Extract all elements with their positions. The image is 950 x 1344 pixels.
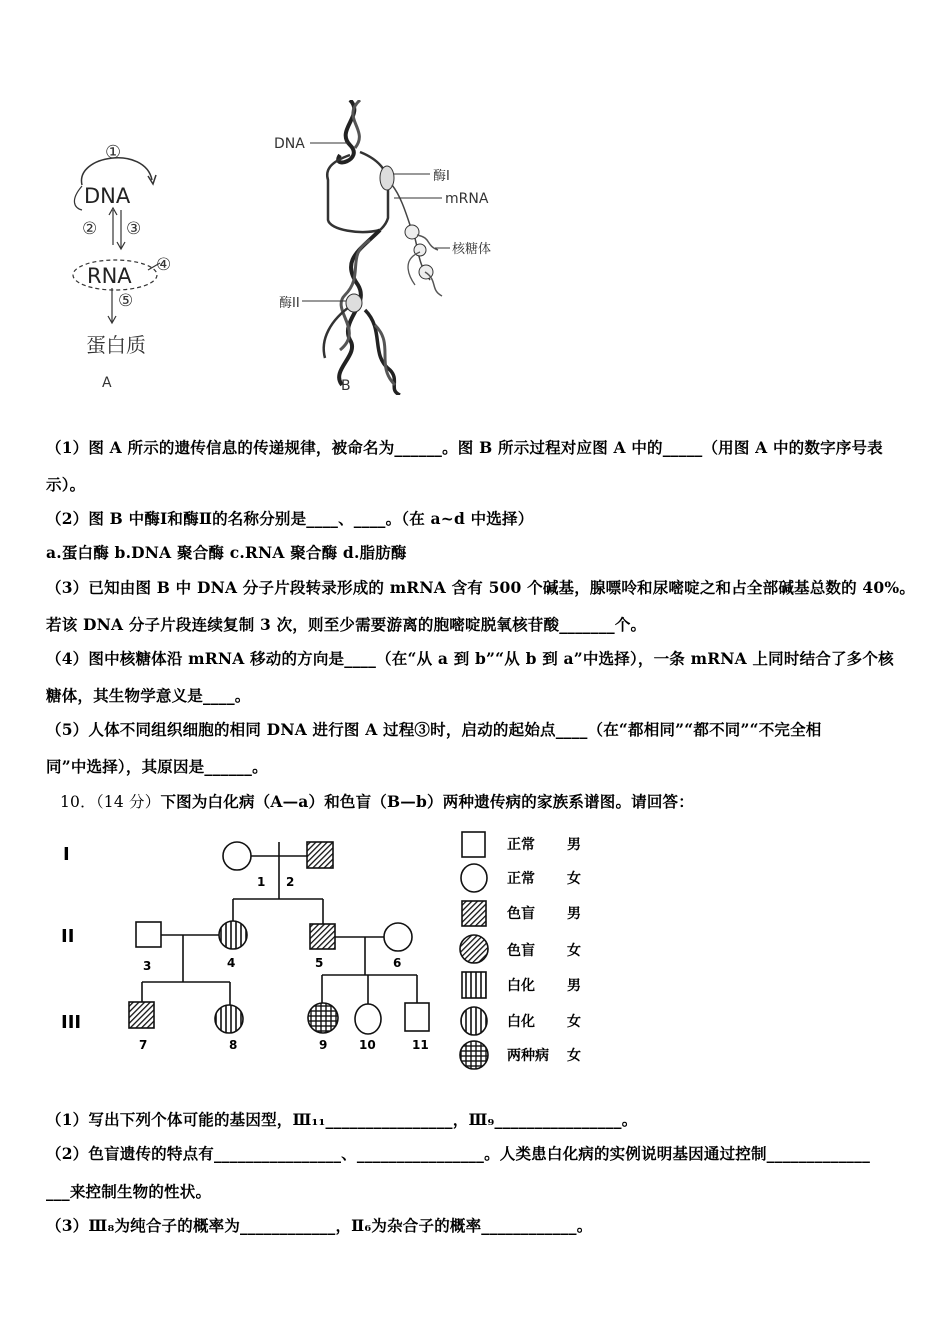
label-i4: 4 bbox=[227, 956, 236, 970]
individual-9 bbox=[308, 1003, 338, 1033]
legend-text: 白化 bbox=[507, 978, 535, 994]
ribosome-label: 核糖体 bbox=[452, 242, 492, 257]
individual-7 bbox=[129, 1002, 154, 1028]
individual-4 bbox=[219, 921, 247, 949]
legend-text: 男 bbox=[567, 837, 581, 853]
label-3: ③ bbox=[126, 219, 142, 239]
legend-normal-male-symbol bbox=[462, 832, 485, 857]
q10-line-2: （2）色盲遗传的特点有________________、________________。人类患白化病的实例说明基因通过控制_____________ bbox=[46, 1144, 871, 1163]
mrna-label: mRNA bbox=[445, 191, 489, 207]
label-i3: 3 bbox=[143, 959, 152, 973]
figure-a bbox=[60, 130, 200, 395]
legend-albino-male-symbol bbox=[462, 972, 486, 998]
label-1: ① bbox=[105, 142, 122, 163]
generation-3-label: III bbox=[61, 1012, 82, 1033]
q10-stem bbox=[60, 790, 694, 812]
protein-label: 蛋白质 bbox=[86, 333, 146, 357]
q9-line-8: 糖体，其生物学意义是____。 bbox=[46, 686, 251, 705]
q10-score: （14 分） bbox=[95, 793, 161, 811]
legend-text: 女 bbox=[567, 1048, 581, 1064]
label-5: ⑤ bbox=[118, 291, 134, 311]
individual-6 bbox=[384, 923, 412, 951]
legend-normal-female-symbol bbox=[461, 864, 487, 892]
legend-text: 女 bbox=[567, 1014, 581, 1030]
legend-colorblind-female-symbol bbox=[460, 935, 488, 963]
label-i7: 7 bbox=[139, 1038, 148, 1052]
rna-label: RNA bbox=[87, 264, 132, 288]
q10-number: 10． bbox=[60, 793, 96, 811]
generation-1-label: I bbox=[63, 844, 70, 865]
enzyme-2 bbox=[346, 294, 362, 312]
legend-text: 男 bbox=[567, 978, 581, 994]
pedigree-chart bbox=[55, 825, 595, 1080]
ribosome bbox=[405, 225, 419, 239]
label-i9: 9 bbox=[319, 1038, 328, 1052]
label-i6: 6 bbox=[393, 956, 402, 970]
individual-3 bbox=[136, 922, 161, 947]
figure-a-caption: A bbox=[102, 375, 112, 391]
dna-label-b: DNA bbox=[274, 136, 305, 152]
q9-line-1: （1）图 A 所示的遗传信息的传递规律，被命名为______。图 B 所示过程对应图 A 中的_____（用图 A 中的数字序号表 bbox=[46, 438, 883, 457]
figure-b-caption: B bbox=[341, 378, 351, 394]
dna-helix-top bbox=[338, 100, 354, 162]
q10-line-3: ___来控制生物的性状。 bbox=[46, 1182, 212, 1201]
label-i1: 1 bbox=[257, 875, 266, 889]
individual-8 bbox=[215, 1005, 243, 1033]
label-i5: 5 bbox=[315, 956, 324, 970]
individual-10 bbox=[355, 1004, 381, 1034]
legend-text: 色盲 bbox=[507, 906, 535, 922]
q10-line-1: （1）写出下列个体可能的基因型，Ⅲ₁₁________________，Ⅲ₉________________。 bbox=[46, 1110, 638, 1129]
label-i2: 2 bbox=[286, 875, 295, 889]
q9-line-6: 若该 DNA 分子片段连续复制 3 次，则至少需要游离的胞嘧啶脱氧核苷酸_______个。 bbox=[46, 615, 647, 634]
q10-line-4: （3）Ⅲ₈为纯合子的概率为____________，Ⅱ₆为杂合子的概率____________。 bbox=[46, 1216, 593, 1235]
legend-text: 两种病 bbox=[507, 1048, 549, 1064]
legend-both-female-symbol bbox=[460, 1041, 488, 1069]
enzyme-1-label: 酶I bbox=[433, 169, 450, 184]
legend-text: 女 bbox=[567, 871, 581, 887]
legend-text: 男 bbox=[567, 906, 581, 922]
label-i10: 10 bbox=[359, 1038, 376, 1052]
q9-line-10: 同”中选择），其原因是______。 bbox=[46, 757, 268, 776]
label-2: ② bbox=[82, 219, 98, 239]
legend-albino-female-symbol bbox=[461, 1007, 487, 1035]
legend-text: 正常 bbox=[507, 871, 535, 887]
label-4: ④ bbox=[156, 255, 172, 275]
legend-text: 色盲 bbox=[507, 943, 535, 959]
q9-line-2: 示）。 bbox=[46, 475, 86, 494]
enzyme-2-label: 酶II bbox=[279, 296, 300, 311]
q9-line-9: （5）人体不同组织细胞的相同 DNA 进行图 A 过程③时，启动的起始点____（在“都相同”“都不同”“不完全相 bbox=[46, 720, 822, 739]
q9-line-7: （4）图中核糖体沿 mRNA 移动的方向是____（在“从 a 到 b”“从 b 到 a”中选择），一条 mRNA 上同时结合了多个核 bbox=[46, 649, 894, 668]
figure-b bbox=[270, 100, 510, 395]
q10-stem-text: 下图为白化病（A—a）和色盲（B—b）两种遗传病的家族系谱图。请回答： bbox=[160, 792, 694, 811]
legend-text: 白化 bbox=[507, 1014, 535, 1030]
individual-11 bbox=[405, 1003, 429, 1031]
individual-5 bbox=[310, 924, 335, 949]
generation-2-label: II bbox=[61, 926, 75, 947]
legend-text: 女 bbox=[567, 943, 581, 959]
label-i8: 8 bbox=[229, 1038, 238, 1052]
individual-2 bbox=[307, 842, 333, 868]
legend-text: 正常 bbox=[507, 837, 535, 853]
dna-label: DNA bbox=[84, 184, 131, 208]
legend-colorblind-male-symbol bbox=[462, 901, 486, 926]
q9-line-5: （3）已知由图 B 中 DNA 分子片段转录形成的 mRNA 含有 500 个碱基，腺嘌呤和尿嘧啶之和占全部碱基总数的 40%。 bbox=[46, 578, 916, 597]
enzyme-1 bbox=[380, 166, 394, 190]
label-i11: 11 bbox=[412, 1038, 429, 1052]
individual-1 bbox=[223, 842, 251, 870]
q9-options: a.蛋白酶 b.DNA 聚合酶 c.RNA 聚合酶 d.脂肪酶 bbox=[46, 543, 407, 562]
q9-line-3: （2）图 B 中酶Ⅰ和酶Ⅱ的名称分别是____、____。（在 a~d 中选择） bbox=[46, 509, 534, 528]
pedigree-legend bbox=[460, 832, 581, 1069]
